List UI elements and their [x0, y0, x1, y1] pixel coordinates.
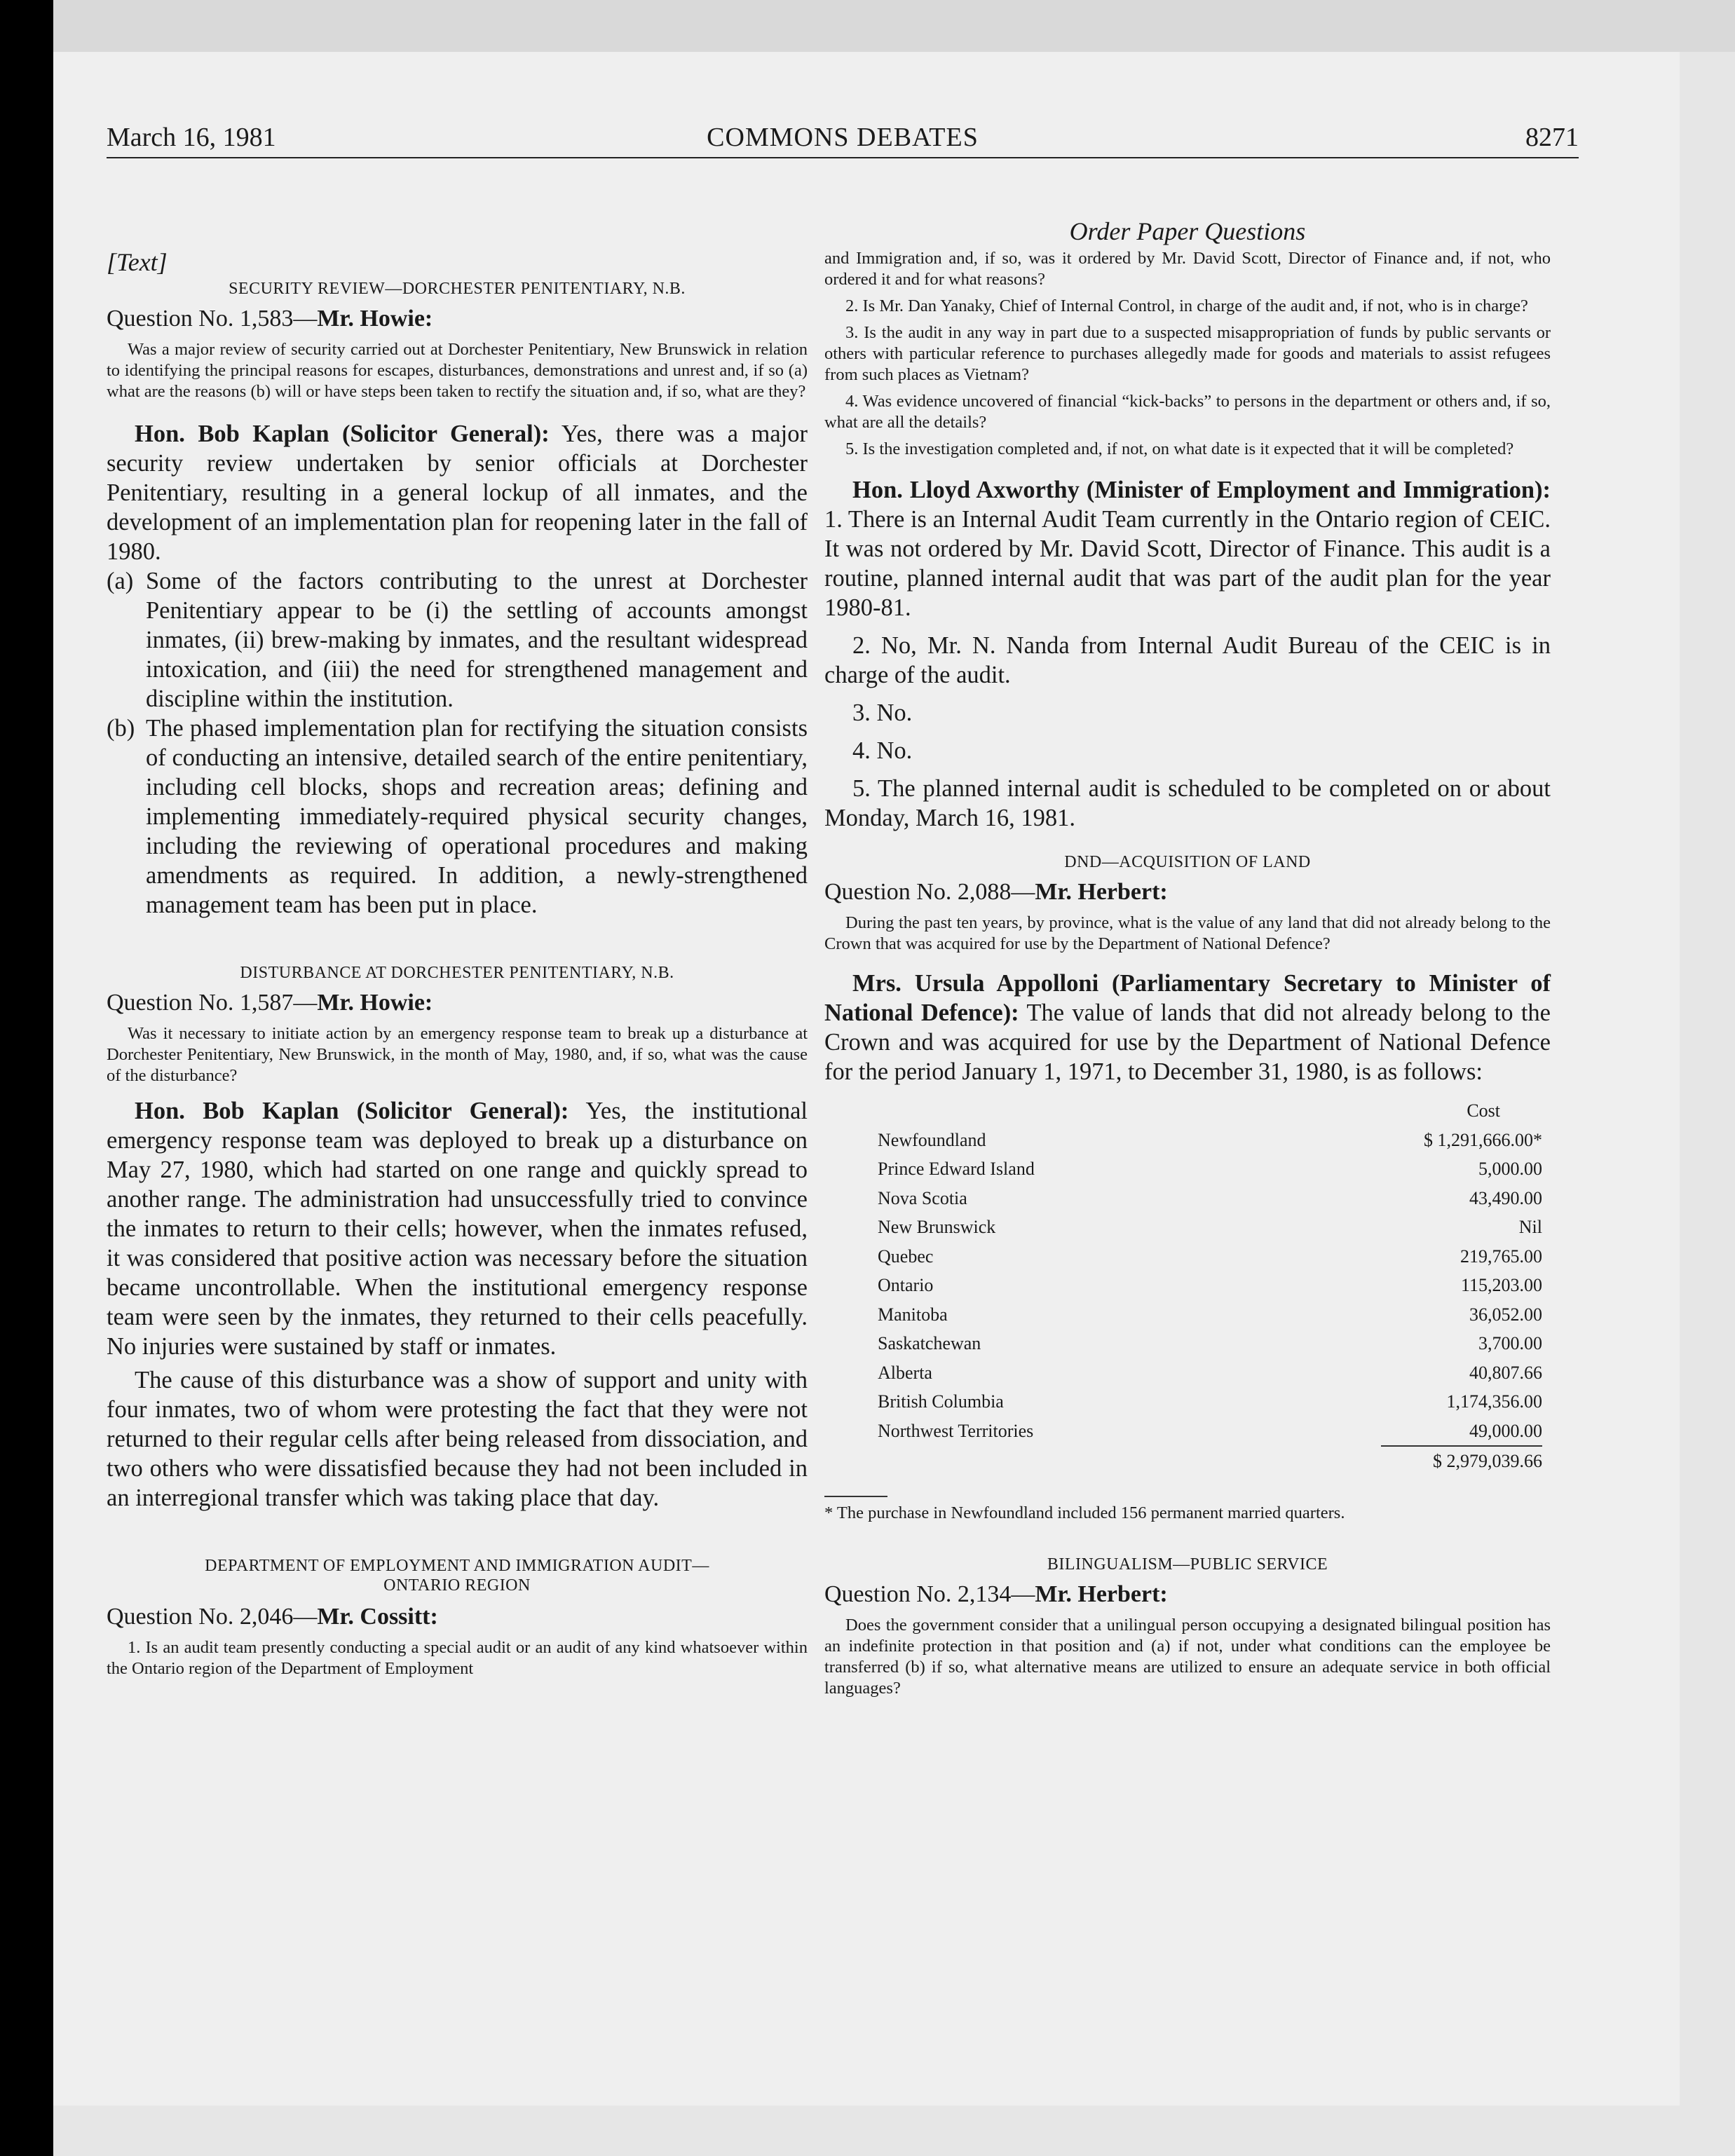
land-cost-rows: [878, 1126, 1542, 1446]
section-heading-disturbance: DISTURBANCE AT DORCHESTER PENITENTIARY, N.B.: [240, 964, 674, 982]
land-cost-row: [878, 1417, 1542, 1446]
question-member: Mr. Herbert:: [1035, 1581, 1168, 1607]
question-prefix: Question No. 2,088—: [824, 879, 1035, 905]
answer-2046-part5: 5. The planned internal audit is scheduled to be completed on or about Monday, March 16, 1981.: [824, 775, 1551, 831]
question-number-2088: [824, 878, 1551, 907]
item-label: (b): [107, 715, 135, 742]
text-tag: [Text]: [107, 248, 168, 276]
speaker-kaplan: Hon. Bob Kaplan (Solicitor General):: [135, 1098, 569, 1124]
province-name: Nova Scotia: [878, 1187, 967, 1208]
province-name: Ontario: [878, 1275, 934, 1295]
question-text-1587: Was it necessary to initiate action by an emergency response team to break up a disturbance at Dorchester Penitentiary, New Brunswick, in the month of May, 1980, and, if so, what was the cause of the disturbance?: [107, 1024, 808, 1085]
answer-item-a: [107, 566, 808, 714]
land-cost-row: [878, 1358, 1542, 1388]
speaker-appolloni: Mrs. Ursula Appolloni (Parliamentary Secretary to Minister of National Defence):: [824, 970, 1551, 1026]
footnote-rule: [824, 1496, 887, 1497]
land-cost-table: [878, 1096, 1542, 1476]
answer-text: Yes, the institutional emergency response team was deployed to break up a disturbance on May 27, 1980, which had started on one range and quickly spread to another range. The administration had unsuccessfully tried to convince the inmates to return to their cells; however, when the inmates refused, it was considered that positive action was necessary before the situation became uncontrollable. When the institutional emergency response team were seen by the inmates, they returned to their cells peacefully. No injuries were sustained by staff or inmates.: [107, 1098, 808, 1360]
province-name: Prince Edward Island: [878, 1159, 1035, 1179]
land-cost-row: [878, 1184, 1542, 1213]
section-heading-security-review: SECURITY REVIEW—DORCHESTER PENITENTIARY, N.B.: [229, 280, 686, 298]
answer-1583: [107, 419, 808, 566]
answer-2046-part4: 4. No.: [852, 737, 913, 764]
answer-2046-part2: 2. No, Mr. N. Nanda from Internal Audit Bureau of the CEIC is in charge of the audit.: [824, 632, 1551, 688]
question-number-1587: [107, 988, 808, 1018]
land-cost-row: [878, 1271, 1542, 1300]
running-head: Order Paper Questions: [1069, 217, 1306, 245]
answer-1587-cause: The cause of this disturbance was a show of support and unity with four inmates, two of whom were protesting the fact that they were not returned to their regular cells after being released from dissociation, and two others who were dissatisfied because they had not been included in an interregional transfer which was taking place that day.: [107, 1367, 808, 1511]
province-cost: 40,807.66: [1469, 1362, 1542, 1383]
province-cost: $ 1,291,666.00*: [1424, 1129, 1542, 1150]
header-page-number: 8271: [1525, 123, 1579, 152]
province-cost: 5,000.00: [1478, 1159, 1542, 1179]
footnote-newfoundland: * The purchase in Newfoundland included 156 permanent married quarters.: [824, 1503, 1345, 1522]
section-heading-audit-line1: DEPARTMENT OF EMPLOYMENT AND IMMIGRATION AUDIT—: [205, 1557, 709, 1575]
question-number-2134: [824, 1580, 1551, 1609]
answer-text: The value of lands that did not already belong to the Crown and was acquired for use by the Department of National Defence for the period January 1, 1971, to December 31, 1980, is as follows:: [824, 999, 1551, 1085]
speaker-kaplan: Hon. Bob Kaplan (Solicitor General):: [135, 421, 550, 447]
province-name: Northwest Territories: [878, 1420, 1034, 1441]
province-cost: 36,052.00: [1469, 1304, 1542, 1325]
speaker-axworthy: Hon. Lloyd Axworthy (Minister of Employment and Immigration):: [852, 477, 1551, 503]
answer-1587: [107, 1096, 808, 1361]
page-header: [107, 119, 1579, 158]
province-name: Alberta: [878, 1362, 932, 1383]
answer-2088: [824, 969, 1551, 1086]
question-text-1583: Was a major review of security carried out at Dorchester Penitentiary, New Brunswick in relation to identifying the principal reasons for escapes, disturbances, demonstrations and unrest and, if so (a) what are the reasons (b) will or have steps been taken to rectify the situation and, if so, what are they?: [107, 340, 808, 401]
province-cost: 3,700.00: [1478, 1333, 1542, 1353]
answer-item-b: [107, 714, 808, 920]
province-name: New Brunswick: [878, 1217, 996, 1237]
cost-column-header: Cost: [1467, 1100, 1500, 1121]
province-name: Quebec: [878, 1246, 934, 1267]
question-member: Mr. Herbert:: [1035, 879, 1168, 905]
question-text-2134: Does the government consider that a unilingual person occupying a designated bilingual position has an indefinite protection in that position and (a) if not, under what conditions can the employee be transferred (b) if so, what alternative means are utilized to ensure an adequate service in both official languages?: [824, 1615, 1551, 1698]
province-name: Saskatchewan: [878, 1333, 981, 1353]
answer-2046-part3: 3. No.: [852, 700, 913, 726]
question-2046-part3: 3. Is the audit in any way in part due to a suspected misappropriation of funds by public servants or others with particular reference to purchases allegedly made for goods and materials to assist refugees from such places as Vietnam?: [824, 323, 1551, 384]
land-cost-row: [878, 1329, 1542, 1358]
scan-top-margin: [53, 0, 1735, 52]
question-2046-part5: 5. Is the investigation completed and, if not, on what date is it expected that it will be completed?: [845, 439, 1514, 458]
section-heading-bilingualism: BILINGUALISM—PUBLIC SERVICE: [1047, 1555, 1328, 1574]
question-text-2088: During the past ten years, by province, what is the value of any land that did not already belong to the Crown that was acquired for use by the Department of National Defence?: [824, 913, 1551, 953]
land-cost-row: [878, 1387, 1542, 1417]
province-name: British Columbia: [878, 1391, 1004, 1412]
question-prefix: Question No. 1,587—: [107, 990, 318, 1016]
question-prefix: Question No. 2,134—: [824, 1581, 1035, 1607]
header-publication: COMMONS DEBATES: [707, 123, 979, 152]
province-cost: 43,490.00: [1469, 1187, 1542, 1208]
left-column: [107, 170, 808, 1679]
province-cost: 219,765.00: [1460, 1246, 1542, 1267]
land-cost-row: [878, 1154, 1542, 1184]
question-number-1583: [107, 304, 808, 334]
land-cost-total-row: [1381, 1445, 1542, 1476]
question-2046-part2: 2. Is Mr. Dan Yanaky, Chief of Internal Control, in charge of the audit and, if not, who is in charge?: [845, 296, 1528, 315]
item-label: (a): [107, 568, 134, 594]
header-date: March 16, 1981: [107, 123, 276, 152]
item-text: Some of the factors contributing to the unrest at Dorchester Penitentiary appear to be (i) the settling of accounts amongst inmates, (ii) brew-making by inmates, and the resultant widespread intoxication, and (iii) the need for strengthened management and discipline within the institution.: [146, 568, 808, 712]
answer-2046: [824, 475, 1551, 622]
province-cost: 49,000.00: [1469, 1420, 1542, 1441]
right-column: [824, 170, 1551, 1699]
scan-edge-bar: [0, 0, 53, 2156]
land-cost-row: [878, 1242, 1542, 1271]
question-number-2046: [107, 1602, 808, 1632]
land-cost-row: [878, 1126, 1542, 1155]
province-cost: Nil: [1518, 1217, 1542, 1237]
question-member: Mr. Cossitt:: [317, 1604, 438, 1630]
answer-text: 1. There is an Internal Audit Team currently in the Ontario region of CEIC. It was not ordered by Mr. David Scott, Director of Finance. This audit is a routine, planned internal audit that was part of the audit plan for the year 1980-81.: [824, 506, 1551, 621]
question-text-2046-part1: 1. Is an audit team presently conducting a special audit or an audit of any kind whatsoever within the Ontario region of the Department of Employment: [107, 1638, 808, 1678]
section-heading-dnd-land: DND—ACQUISITION OF LAND: [1064, 853, 1311, 871]
question-prefix: Question No. 1,583—: [107, 306, 318, 332]
question-member: Mr. Howie:: [317, 990, 433, 1016]
land-cost-row: [878, 1300, 1542, 1330]
land-cost-total: $ 2,979,039.66: [1433, 1451, 1542, 1471]
question-text-2046-cont: and Immigration and, if so, was it ordered by Mr. David Scott, Director of Finance and, if not, who ordered it and for what reasons?: [824, 249, 1551, 289]
question-prefix: Question No. 2,046—: [107, 1604, 318, 1630]
section-heading-audit-line2: ONTARIO REGION: [383, 1576, 531, 1595]
answer-text: Yes, there was a major security review undertaken by senior officials at Dorchester Penitentiary, resulting in a general lockup of all inmates, and the development of an implementation plan for reopening later in the fall of 1980.: [107, 421, 808, 565]
land-cost-row: [878, 1213, 1542, 1242]
province-cost: 1,174,356.00: [1446, 1391, 1542, 1412]
province-cost: 115,203.00: [1460, 1275, 1542, 1295]
province-name: Newfoundland: [878, 1129, 986, 1150]
question-2046-part4: 4. Was evidence uncovered of financial “kick-backs” to persons in the department or others and, if so, what are all the details?: [824, 392, 1551, 432]
question-member: Mr. Howie:: [317, 306, 433, 332]
item-text: The phased implementation plan for rectifying the situation consists of conducting an intensive, detailed search of the entire penitentiary, including cell blocks, shops and recreation areas; defining and implementing immediately-required physical security changes, including the reviewing of operational procedures and making amendments as required. In addition, a newly-strengthened management team has been put in place.: [146, 715, 808, 918]
province-name: Manitoba: [878, 1304, 948, 1325]
